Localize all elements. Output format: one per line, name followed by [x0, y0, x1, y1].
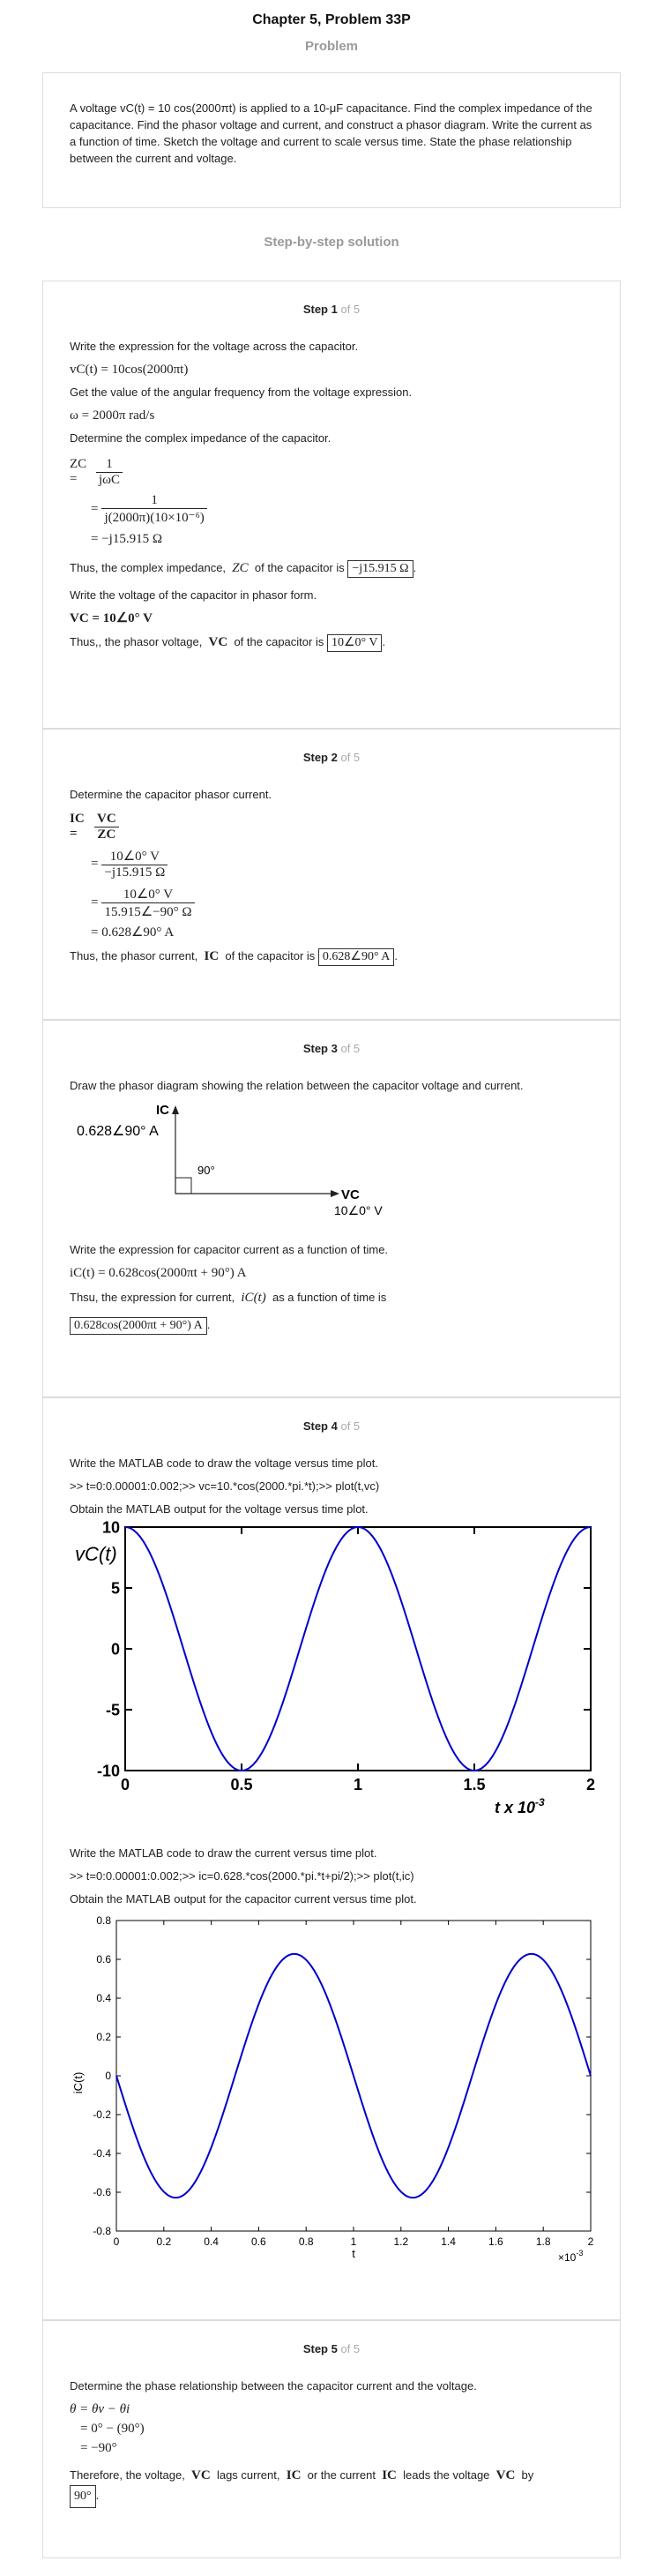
step-4-code-1: >> t=0:0.00001:0.002;>> vc=10.*cos(2000.*pi.*t);>> plot(t,vc) [70, 1479, 380, 1493]
y-tick-label: -0.8 [93, 2225, 111, 2238]
x-tick-label: 1 [350, 2235, 357, 2248]
step-4-text-1: Write the MATLAB code to draw the voltage versus time plot. [70, 1456, 378, 1470]
right-angle-marker [175, 1178, 191, 1194]
step-3-text-3: Thsu, the expression for current, iC(t) as a function of time is [70, 1291, 387, 1305]
step-5-eq-2: = 0° − (90°) [80, 2422, 145, 2436]
x-tick-label: 0 [120, 1776, 130, 1793]
step-4-text-2: Obtain the MATLAB output for the voltage versus time plot. [70, 1502, 369, 1516]
x-tick-label: 1.8 [535, 2235, 551, 2248]
step-4-code-2: >> t=0:0.00001:0.002;>> ic=0.628.*cos(2000.*pi.*t+pi/2);>> plot(t,ic) [70, 1869, 414, 1883]
step-3-text-1: Draw the phasor diagram showing the relation between the capacitor voltage and current. [70, 1079, 524, 1092]
voltage-chart-ylabel: vC(t) [75, 1543, 117, 1565]
x-tick-label: 0.6 [251, 2235, 266, 2248]
step-4-title: Step 4 of 5 [302, 1419, 361, 1433]
step-2-text-2: Thus, the phasor current, IC of the capacitor is 0.628∠90° A . [70, 948, 593, 966]
vc-arrowhead-icon [331, 1190, 339, 1197]
x-tick-label: 1.6 [488, 2235, 503, 2248]
voltage-chart-xlabel: t x $10^{-3}$ [495, 1796, 545, 1816]
step-1-text-4: Thus, the complex impedance, ZC of the capacitor is −j15.915 Ω . [70, 560, 593, 578]
diag-vc-label: VC [341, 1187, 360, 1202]
step-1-text-5: Write the voltage of the capacitor in phasor form. [70, 588, 317, 602]
diag-ic-label: IC [156, 1103, 169, 1118]
step-2-current-derivation: IC = $\frac{VC}{ZC}$ = $\frac{10\angle 0^\circ V}{-j15.915 \Omega}$ = $\frac{10\angle 0^\circ V}{15.915\angle-90^\circ \Omega}$ = 0.628∠90° A [70, 809, 593, 941]
step-3-card: Step 3 of 5 Draw the phasor diagram showing the relation between the capacitor voltage and current. IC 0.628∠90° A 90° VC 10∠0° V Write the expression for capacitor current as a function of time. iC(t) = 0.628cos(2000πt + 90°) A Thsu, the expression for current, iC(t) as a function of time is 0.628cos(2000πt + 90°) A . [42, 1020, 621, 1397]
step-1-eq-vc: VC = 10∠0° V [70, 611, 153, 625]
ic-fraction-3: $\frac{10\angle 0^\circ V}{15.915\angle-90^\circ \Omega}$ [101, 886, 194, 920]
current-answer-box: 0.628∠90° A [318, 948, 395, 966]
step-4-card [42, 1397, 621, 2320]
y-tick-label: 0 [110, 1640, 120, 1659]
phasor-diagram [70, 1098, 387, 1239]
impedance-answer-box: −j15.915 Ω [347, 560, 413, 578]
ic-result: = 0.628∠90° A [91, 925, 175, 940]
x-tick-label: 0.4 [204, 2235, 219, 2248]
y-tick-label: 0.8 [96, 1914, 111, 1928]
x-tick-label: 1.5 [463, 1776, 486, 1793]
y-tick-label: -10 [96, 1762, 120, 1780]
y-tick-label: 0.4 [96, 1992, 111, 2005]
step-1-text-1: Write the expression for the voltage across the capacitor. [70, 340, 359, 353]
step-1-eq-voltage: vC(t) = 10cos(2000πt) [70, 363, 189, 377]
diag-ic-value: 0.628∠90° A [77, 1124, 159, 1139]
step-1-impedance-derivation: ZC = $\frac{1}{\text{jωC}}$ = $\frac{1}{\text{j(2000π)(10×10⁻⁶)}}$ = −j15.915 Ω [70, 454, 593, 550]
solution-heading: Step-by-step solution [264, 235, 399, 250]
diag-angle: 90° [197, 1164, 215, 1177]
step-5-text-1: Determine the phase relationship between the capacitor current and the voltage. [70, 2379, 477, 2393]
problem-card [42, 72, 621, 208]
step-1-card [42, 281, 621, 729]
step-1-text-6: Thus,, the phasor voltage, VC of the capacitor is 10∠0° V . [70, 634, 593, 652]
step-3-title: Step 3 of 5 [302, 1042, 361, 1055]
y-tick-label: -5 [105, 1701, 120, 1719]
x-tick-label: 1.4 [441, 2235, 456, 2248]
x-tick-label: 0.5 [230, 1776, 253, 1793]
voltage-answer-box: 10∠0° V [327, 634, 383, 652]
y-tick-label: -0.2 [93, 2108, 111, 2122]
step-5-eq-3: = −90° [80, 2441, 117, 2455]
voltage-chart-ticks [97, 1518, 595, 1793]
zc-fraction-2: $\frac{1}{\text{j(2000π)(10×10⁻⁶)}}$ [101, 493, 206, 526]
y-tick-label: 10 [101, 1518, 120, 1537]
zc-result: = −j15.915 Ω [91, 531, 162, 546]
step-3-text-2: Write the expression for capacitor current as a function of time. [70, 1243, 389, 1256]
voltage-series-line [125, 1527, 591, 1771]
x-tick-label: 0 [113, 2235, 120, 2248]
voltage-chart [70, 1516, 599, 1843]
y-tick-label: 0.6 [96, 1953, 111, 1966]
page-title: Chapter 5, Problem 33P [252, 12, 411, 27]
step-2-title: Step 2 of 5 [302, 751, 361, 764]
y-tick-label: 5 [110, 1579, 120, 1598]
current-time-answer-box: 0.628cos(2000πt + 90°) A [70, 1317, 207, 1335]
step-3-eq-ict: iC(t) = 0.628cos(2000πt + 90°) A [70, 1266, 247, 1280]
problem-heading: Problem [304, 39, 358, 54]
current-chart [70, 1910, 599, 2272]
problem-text: A voltage vC(t) = 10 cos(2000πt) is applied to a 10-μF capacitance. Find the complex impedance of the capacitance. Find the phasor voltage and current, and construct a phasor diagram. Write the current as a function of time. Sketch the voltage and current to scale versus time. State the phase relationship between the current and voltage. [70, 101, 592, 165]
y-tick-label: -0.6 [93, 2186, 111, 2199]
step-5-text-2: Therefore, the voltage, VC lags current, IC or the current IC leads the voltage VC by 90° . [70, 2466, 593, 2508]
ic-arrowhead-icon [172, 1105, 179, 1114]
y-tick-label: -0.4 [93, 2147, 111, 2160]
ic-lhs: IC = [70, 812, 85, 841]
current-chart-multiplier: $\times 10^{-3}$ [558, 2249, 584, 2264]
x-tick-label: 2 [587, 2235, 594, 2248]
y-tick-label: 0.2 [96, 2031, 111, 2044]
step-2-card [42, 729, 621, 1020]
step-5-title: Step 5 of 5 [302, 2342, 361, 2355]
diag-vc-value: 10∠0° V [334, 1203, 383, 1217]
step-1-title: Step 1 of 5 [302, 303, 361, 316]
x-tick-label: 1 [353, 1776, 363, 1793]
ic-fraction-1: $\frac{VC}{ZC}$ [94, 812, 119, 842]
x-tick-label: 0.8 [298, 2235, 314, 2248]
ic-fraction-2: $\frac{10\angle 0^\circ V}{-j15.915 \Omega}$ [101, 848, 168, 880]
step-4-text-4: Obtain the MATLAB output for the capacitor current versus time plot. [70, 1892, 417, 1906]
voltage-chart-frame [125, 1527, 591, 1771]
x-tick-label: 2 [585, 1776, 596, 1793]
x-tick-label: 1.2 [393, 2235, 409, 2248]
current-chart-ylabel: iC(t) [71, 2071, 85, 2094]
x-tick-label: 0.2 [156, 2235, 172, 2248]
step-1-text-2: Get the value of the angular frequency from the voltage expression. [70, 386, 413, 399]
step-4-text-3: Write the MATLAB code to draw the current versus time plot. [70, 1846, 377, 1860]
current-series-line [116, 1954, 591, 2198]
step-1-eq-omega: ω = 2000π rad/s [70, 408, 155, 423]
y-tick-label: 0 [105, 2070, 111, 2083]
step-5-eq-1: θ = θv − θi [70, 2402, 130, 2416]
zc-lhs: ZC = [70, 457, 87, 486]
current-chart-xlabel: t [352, 2247, 355, 2260]
step-5-card [42, 2320, 621, 2558]
current-chart-ticks [93, 1914, 593, 2248]
phase-answer-box: 90° [70, 2485, 96, 2508]
step-2-text-1: Determine the capacitor phasor current. [70, 788, 272, 801]
zc-fraction-1: $\frac{1}{\text{jωC}}$ [96, 457, 123, 488]
step-1-text-3: Determine the complex impedance of the capacitor. [70, 431, 332, 445]
